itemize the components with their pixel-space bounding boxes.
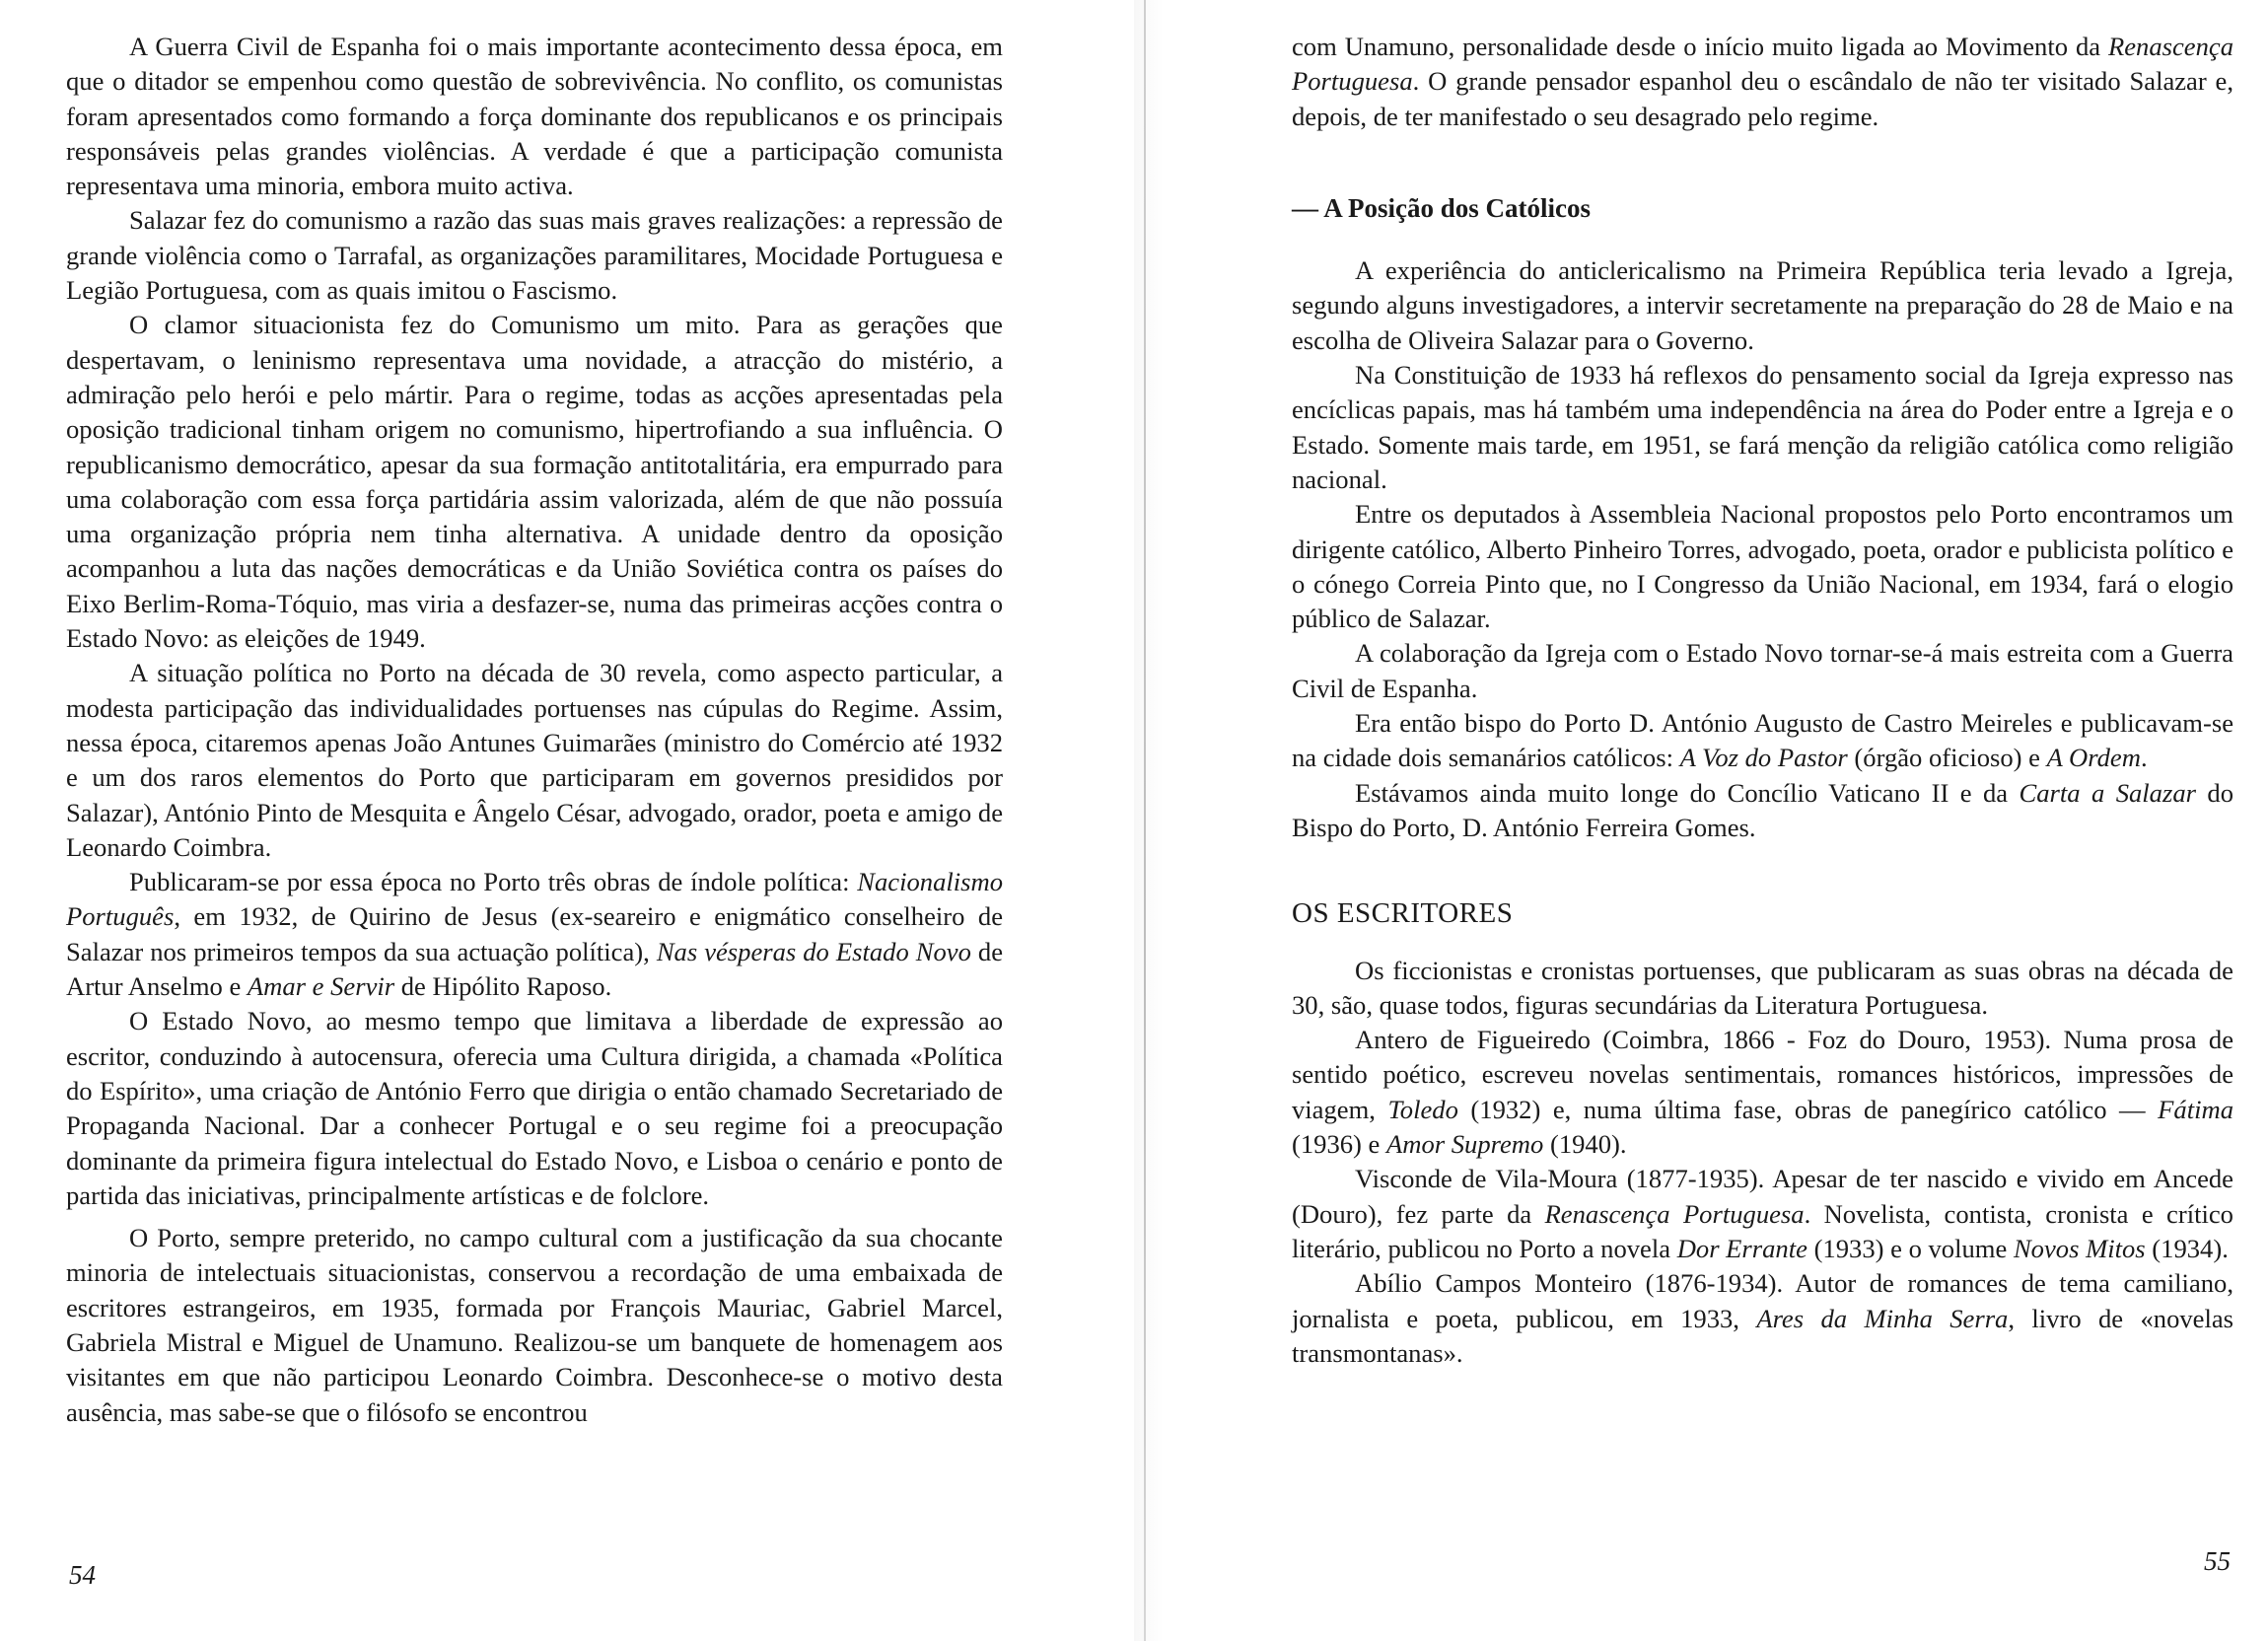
- text-run: (1934).: [2145, 1233, 2229, 1263]
- paragraph: Entre os deputados à Assembleia Nacional propostos pelo Porto encontramos um dirigente católico, Alberto Pinheiro Torres, advogado, poeta, orador e publicista político e o cónego Correia Pinto que, no I Congresso da União Nacional, em 1934, fará o elogio público de Salazar.: [1292, 499, 2233, 634]
- text-run: Visconde de Vila-Moura (1877-1935). Apesar de ter nascido e vivido em Ancede (Douro), fez parte da: [1292, 1164, 2233, 1229]
- text-run: Era então bispo do Porto D. António Augusto de Castro Meireles e publicavam-se na cidade dois semanários católicos:: [1292, 708, 2233, 773]
- periodical-title: A Ordem: [2046, 743, 2141, 773]
- paragraph: O Porto, sempre preterido, no campo cultural com a justificação da sua chocante minoria de intelectuais situacionistas, conservou a recordação de uma embaixada de escritores estrangeiros, em 1935, formada por François Mauriac, Gabriel Marcel, Gabriela Mistral e Miguel de Unamuno. Realizou-se um banquete de homenagem aos visitantes em que não participou Leonardo Coimbra. Desconhece-se o motivo desta ausência, mas sabe-se que o filósofo se encontrou: [66, 1223, 1003, 1427]
- text-run: Antero de Figueiredo (Coimbra, 1866 - Foz do Douro, 1953). Numa prosa de sentido poético, escreveu novelas sentimentais, romances históricos, impressões de viagem,: [1292, 1025, 2233, 1124]
- page-number: 54: [69, 1560, 96, 1590]
- book-title: Toledo: [1387, 1094, 1458, 1124]
- text-run: Estávamos ainda muito longe do Concílio Vaticano II e da: [1355, 777, 2020, 808]
- text-run: (1936) e: [1292, 1129, 1386, 1160]
- paragraph: O Estado Novo, ao mesmo tempo que limitava a liberdade de expressão ao escritor, conduzindo à autocensura, oferecia uma Cultura dirigida, a chamada «Política do Espírito», uma criação de António Ferro que dirigia o então chamado Secretariado de Propaganda Nacional. Dar a conhecer Portugal e o seu regime foi a preocupação dominante da primeira figura intelectual do Estado Novo, e Lisboa o cenário e ponto de partida das iniciativas, principalmente artísticas e de folclore.: [66, 1006, 1003, 1210]
- book-title: Fátima: [2158, 1094, 2233, 1124]
- text-run: Abílio Campos Monteiro (1876-1934). Autor de romances de tema camiliano, jornalista e poeta, publicou, em 1933,: [1292, 1268, 2233, 1333]
- paragraph: [1292, 1266, 2233, 1371]
- book-title: Amar e Servir: [247, 971, 395, 1002]
- text-run: . O grande pensador espanhol deu o escândalo de não ter visitado Salazar e, depois, de ter manifestado o seu desagrado pelo regime.: [1292, 66, 2233, 131]
- section-heading: — A Posição dos Católicos: [1292, 192, 1592, 223]
- book-title: Ares da Minha Serra: [1756, 1303, 2009, 1333]
- right-page: [1134, 0, 2268, 1641]
- paragraph: [1292, 776, 2233, 846]
- right-text-column: [1292, 30, 2233, 1371]
- book-title: Novos Mitos: [2013, 1233, 2146, 1263]
- document-title: Carta a Salazar: [2019, 777, 2196, 808]
- paragraph: Na Constituição de 1933 há reflexos do pensamento social da Igreja expresso nas encíclicas papais, mas há também uma independência na área do Poder entre a Igreja e o Estado. Somente mais tarde, em 1951, se fará menção da religião católica como religião nacional.: [1292, 360, 2233, 494]
- paragraph: [1292, 30, 2233, 134]
- text-run: Publicaram-se por essa época no Porto três obras de índole política:: [129, 867, 858, 897]
- paragraph: Os ficcionistas e cronistas portuenses, que publicaram as suas obras na década de 30, são, quase todos, figuras secundárias da Literatura Portuguesa.: [1292, 955, 2233, 1020]
- text-run: de Artur Anselmo e: [66, 936, 1003, 1002]
- paragraph: A Guerra Civil de Espanha foi o mais importante acontecimento dessa época, em que o ditador se empenhou como questão de sobrevivência. No conflito, os comunistas foram apresentados como formando a força dominante dos republicanos e os principais responsáveis pelas grandes violências. A verdade é que a participação comunista representava uma minoria, embora muito activa.: [66, 32, 1003, 201]
- paragraph: O clamor situacionista fez do Comunismo um mito. Para as gerações que despertavam, o leninismo representava uma novidade, a atracção do mistério, a admiração pelo herói e pelo mártir. Para o regime, todas as acções apresentadas pela oposição tradicional tinham origem no comunismo, hipertrofiando a sua influência. O republicanismo democrático, apesar da sua formação antitotalitária, era empurrado para uma colaboração com essa força partidária assim valorizada, além de que não possuía uma organização própria nem tinha alternativa. A unidade dentro da oposição acompanhou a luta das nações democráticas e da União Soviética contra os países do Eixo Berlim-Roma-Tóquio, mas viria a desfazer-se, numa das primeiras acções contra o Estado Novo: as eleições de 1949.: [66, 310, 1003, 654]
- page-number: 55: [2204, 1546, 2231, 1576]
- chapter-heading: OS ESCRITORES: [1292, 897, 1514, 930]
- book-title: Dor Errante: [1676, 1233, 1807, 1263]
- paragraph: A situação política no Porto na década de 30 revela, como aspecto particular, a modesta participação das individualidades portuenses nas cúpulas do Regime. Assim, nessa época, citaremos apenas João Antunes Guimarães (ministro do Comércio até 1932 e um dos raros elementos do Porto que participaram em governos presididos por Salazar), António Pinto de Mesquita e Ângelo César, advogado, orador, poeta e amigo de Leonardo Coimbra.: [66, 658, 1003, 862]
- text-run: (1932) e, numa última fase, obras de panegírico católico —: [1457, 1094, 2159, 1124]
- paragraph: [1292, 706, 2233, 776]
- text-run: .: [2140, 743, 2148, 773]
- text-run: , livro de «novelas transmontanas».: [1292, 1303, 2234, 1368]
- text-run: (1940).: [1543, 1129, 1627, 1160]
- movement-name: Renascença Portuguesa: [1292, 32, 2233, 97]
- movement-name: Renascença Portuguesa: [1544, 1198, 1805, 1229]
- text-run: de Hipólito Raposo.: [394, 971, 612, 1002]
- text-run: com Unamuno, personalidade desde o início muito ligada ao Movimento da: [1292, 32, 2108, 61]
- paragraph: [1292, 1162, 2233, 1266]
- paragraph: [1292, 1023, 2233, 1162]
- book-title: Amor Supremo: [1386, 1129, 1544, 1160]
- paragraph: [66, 865, 1003, 1004]
- paragraph: A experiência do anticlericalismo na Primeira República teria levado a Igreja, segundo alguns investigadores, a intervir secretamente na preparação do 28 de Maio e na escolha de Oliveira Salazar para o Governo.: [1292, 255, 2233, 355]
- text-run: , em 1932, de Quirino de Jesus (ex-seareiro e enigmático conselheiro de Salazar nos primeiros tempos da sua actuação política),: [66, 901, 1003, 966]
- text-run: . Novelista, contista, cronista e crítico literário, publicou no Porto a novela: [1292, 1198, 2233, 1263]
- left-text-column: [66, 30, 1003, 1430]
- text-run: (órgão oficioso) e: [1847, 743, 2047, 773]
- periodical-title: A Voz do Pastor: [1679, 743, 1848, 773]
- text-run: (1933) e o volume: [1807, 1233, 2014, 1263]
- text-run: do Bispo do Porto, D. António Ferreira Gomes.: [1292, 777, 2233, 842]
- paragraph: A colaboração da Igreja com o Estado Novo tornar-se-á mais estreita com a Guerra Civil de Espanha.: [1292, 638, 2233, 703]
- book-title: Nas vésperas do Estado Novo: [656, 936, 971, 966]
- paragraph: Salazar fez do comunismo a razão das suas mais graves realizações: a repressão de grande violência como o Tarrafal, as organizações paramilitares, Mocidade Portuguesa e Legião Portuguesa, com as quais imitou o Fascismo.: [66, 205, 1003, 306]
- book-title: Nacionalismo Português: [66, 867, 1003, 932]
